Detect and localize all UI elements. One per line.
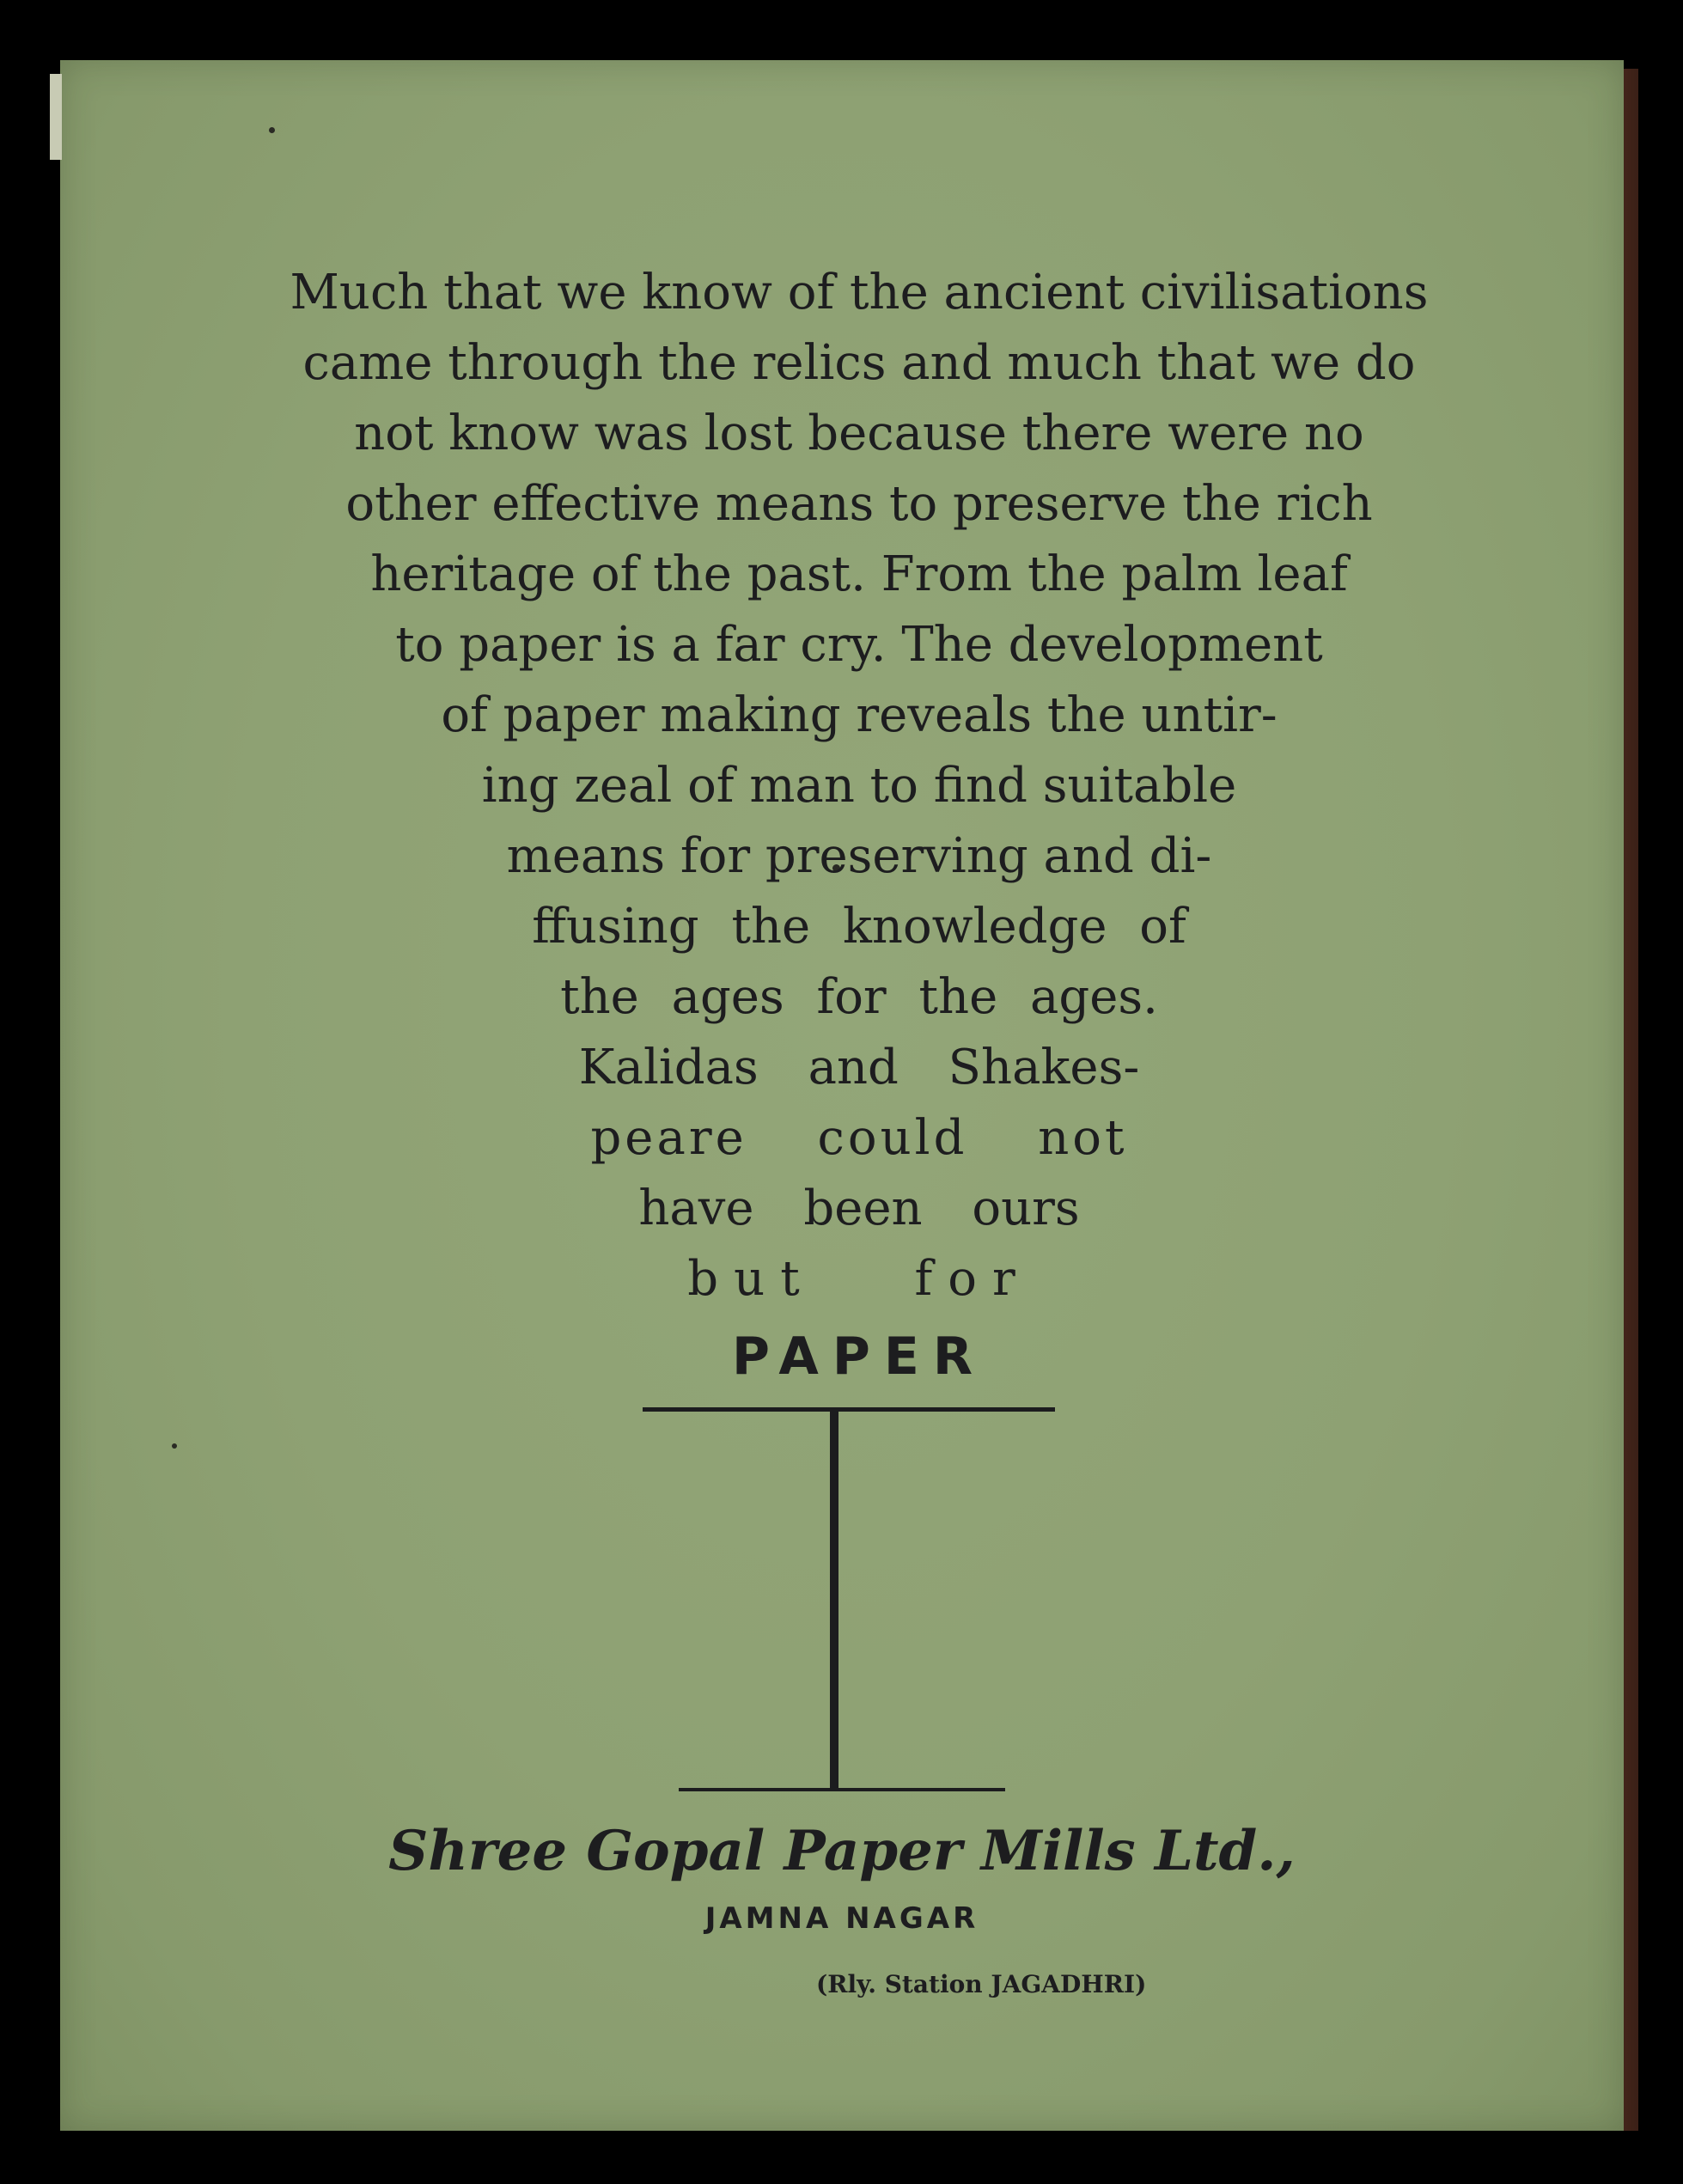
body-text — [189, 258, 1529, 1395]
body-line-1: Much that we know of the ancient civilisations — [290, 265, 1429, 320]
body-line-13: peare could not — [590, 1110, 1128, 1166]
body-line-9: means for preserving and di- — [506, 828, 1212, 884]
body-line-12: Kalidas and Shakes- — [578, 1040, 1140, 1095]
divider-bottom-bar — [679, 1788, 1005, 1791]
body-line-8: ing zeal of man to find suitable — [481, 758, 1237, 814]
divider-top-bar — [643, 1407, 1055, 1412]
body-line-10: ffusing the knowledge of — [532, 899, 1186, 955]
railway-station: (Rly. Station JAGADHRI) — [816, 1970, 1147, 1998]
ink-speck — [172, 1443, 177, 1449]
body-line-15: but for — [687, 1251, 1031, 1307]
body-line-7: of paper making reveals the untir- — [441, 687, 1277, 743]
worn-corner — [50, 74, 62, 160]
body-line-4: other effective means to preserve the rich — [345, 476, 1373, 532]
emphasis-word: PAPER — [731, 1327, 987, 1387]
body-line-11: the ages for the ages. — [560, 969, 1158, 1025]
body-line-3: not know was lost because there were no — [354, 406, 1364, 461]
body-line-2: came through the relics and much that we do — [302, 335, 1416, 391]
body-line-14: have been ours — [638, 1180, 1080, 1236]
divider-stem — [830, 1412, 838, 1790]
company-name: Shree Gopal Paper Mills Ltd., — [388, 1819, 1296, 1883]
company-town: JAMNA NAGAR — [704, 1901, 979, 1936]
ink-speck — [269, 127, 275, 133]
body-line-5: heritage of the past. From the palm leaf — [370, 546, 1348, 602]
body-line-6: to paper is a far cry. The development — [395, 617, 1323, 673]
